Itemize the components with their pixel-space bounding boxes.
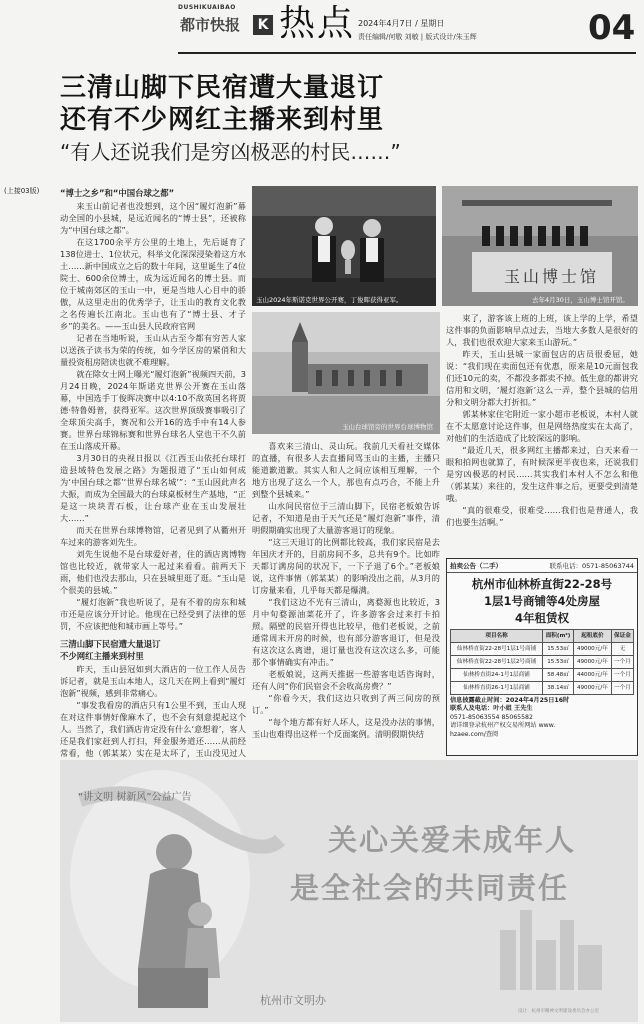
article-paragraph: 在这1700余平方公里的土地上，先后诞育了138位进士、1位状元，科举文化深深浸染着这方水土……新中国成立之后的数十年间，这里诞生了4位院士、600余位博士，成为远近闻名的博士县。而位于城南郊区的玉山一中，更是当地人心目中的骄傲，从这里走出的优秀学子，让玉山的教育文化教之名传遍长江南北。玉山也有了“博士县、才子乡”的美名。——玉山县人民政府官网 [60, 237, 246, 331]
table-cell: 44000元/年 [573, 669, 611, 682]
ad-notice: 请详细登录杭州产权交易所网站 www. [450, 722, 556, 730]
table-cell: 15.53㎡ [543, 656, 574, 669]
table-header-cell: 项目名称 [451, 630, 543, 643]
table-cell: 38.14㎡ [543, 682, 574, 695]
article-column-2 [252, 440, 440, 740]
article-paragraph: “履灯泡新”我也听说了，是有不着的房东和城市还是应该分开讨论。他现在已经受到了法律的惩罚，不应该把他和城市画上等号。” [60, 597, 246, 631]
ad-contact-name: 联系人及电话：叶小姐 王先生 [450, 705, 533, 713]
column-2-paragraphs [252, 440, 440, 740]
article-paragraph: 3月30日的央视日报以《江西玉山依托台球打造县域特色发展之路》为题报道了“玉山如何成为‘中国台球之都’‘世界台球名城’”：“玉山因此声名大振，而成为全国最大的台球桌板材生产基地，“正是这一块块青石板，让台球产业在玉山发展壮大……” [60, 453, 246, 523]
table-row [451, 669, 634, 682]
ad-website-link[interactable]: hzaee.com/查阅 [450, 730, 499, 738]
article-column-1 [60, 184, 246, 783]
article-paragraph: 就在除女士网上曝光“履灯泡新”视频四天前，3月24日晚，2024年斯诺克世界公开赛在玉山落幕，中国选手丁俊晖决赛中以4:10不敌英国名将贾德·特鲁姆普，获得亚军。这次世界顶级赛事吸引了全球顶尖高手，赛况和公开16的选手中有14人参赛。世界台球锦标赛和世界台球名人堂也干不久前在玉山落成开幕。 [60, 369, 246, 451]
banner-slogan-2: 是全社会的共同责任 [290, 871, 570, 905]
section-title: 热点 [279, 3, 356, 44]
article-paragraph: “我们这边不光有三清山，离婺源也比较近，3月中旬婺源油菜花开了，许多游客会过来打卡拍照。隔壁的民宿开得也比较早，他们老板说，之前通常周末开房的时候，也有部分游客退订，但是没有这次这么离谱，退订量也没有这次这么多，可能那个事情确实有冲击。” [252, 597, 440, 667]
subheading-blogger-county: “博士之乡”和“中国台球之都” [60, 188, 175, 198]
table-header-cell: 面积(m²) [543, 630, 574, 643]
table-cell: 仙林桥直街22-28号1层2号商铺 [451, 656, 543, 669]
table-row [451, 643, 634, 656]
museum-sign: 玉山博士馆 [504, 267, 600, 286]
ad-contact-phone: 联系电话：0571-85063744 [549, 562, 634, 570]
table-cell: 58.48㎡ [543, 669, 574, 682]
ad-title-2: 1层1号商铺等4处房屋 [483, 594, 600, 608]
page-number: 04 [588, 8, 636, 48]
banner-slogan-1: 关心关爱未成年人 [328, 823, 577, 857]
banner-label: “讲文明 树新风”公益广告 [78, 792, 192, 803]
headline-line-1: 三清山脚下民宿遭大量退订 [60, 73, 385, 103]
article-paragraph: “每个地方都有好人坏人，这是没办法的事情，玉山也难得出这样一个反面案例。清明假期快结 [252, 717, 440, 739]
doctor-museum-caption: 去年4月30日，玉山博士馆开馆。 [532, 296, 629, 304]
column-1-paragraphs [60, 200, 246, 632]
brand-logo-icon: K [253, 15, 273, 35]
headline [60, 72, 600, 166]
continued-label: (上接03版) [4, 187, 40, 195]
article-paragraph: 山水间民宿位于三清山脚下，民宿老板娘告诉记者，不知道是由于天气还是“履灯泡新”事件，清明假期确实出现了大量游客退订的现象。 [252, 501, 440, 535]
table-cell: 15.53㎡ [543, 643, 574, 656]
article-paragraph: 来玉山前记者也没想到，这个因“履灯泡新”幕动全国的小县城，是远近闻名的“博士县”，还被称为“中国台球之都”。 [60, 201, 246, 235]
article-paragraph: 而天在世界台球博物馆，记者见到了从衢州开车过来的游客刘先生。 [60, 525, 246, 547]
table-cell: 一个月 [611, 669, 633, 682]
table-cell: 仙林桥直街24-1号1层商铺 [451, 669, 543, 682]
table-cell: 无 [611, 643, 633, 656]
article-column-3 [446, 312, 638, 528]
article-paragraph: 昨天，玉山县冠如到大酒店的一位工作人员告诉记者，就是玉山本地人，这几天在网上看到“履灯泡新”视频，感到非常痛心。 [60, 664, 246, 698]
snooker-photo-illustration [252, 186, 436, 306]
article-paragraph: 郭某林家住宅附近一家小超市老板说，本村人就在不太愿意讨论这件事，但是网络热度实在太高了，对他们的生活造成了比较深远的影响。 [446, 409, 638, 443]
billiards-museum-illustration [252, 312, 440, 434]
brand-name: 都市快报 [180, 16, 241, 34]
column-3-paragraphs [446, 312, 638, 528]
article-paragraph: 记者在当地听说，玉山从古至今都有穷苦人家以送孩子读书为荣的传统，如今学区房的紧俏和大量投资租房陪读也就不难理解。 [60, 333, 246, 367]
masthead-rule [178, 52, 636, 54]
table-cell: 49000元/年 [573, 656, 611, 669]
ad-deadline: 信息披露截止时间：2024年4月25日16时 [450, 697, 570, 704]
rental-table [450, 629, 634, 695]
article-paragraph: 喜欢来三清山、灵山玩。我前几天看社交媒体的直播，有很多人去直播间骂玉山的主播，主播只能道歉道歉。其实人和人之间应该相互理解，一个地方出现了这么一个人，那也有点巧合，不能上升到整个县城来。” [252, 441, 440, 499]
headline-line-2: 还有不少网红主播来到村里 [60, 105, 385, 135]
doctor-museum-illustration [442, 186, 638, 306]
table-row [451, 682, 634, 695]
table-header-cell: 保证金 [611, 630, 633, 643]
issue-date: 2024年4月7日 / 星期日 [358, 19, 445, 28]
headline-subtitle: “有人还说我们是穷凶极恶的村民……” [60, 140, 401, 164]
masthead [0, 0, 644, 62]
subheading-homestay [60, 638, 246, 662]
brand-pinyin: DUSHIKUAIBAO [178, 4, 236, 11]
table-cell: 一个月 [611, 656, 633, 669]
table-cell: 仙林桥直街22-28号1层1号商铺 [451, 643, 543, 656]
auction-ad [446, 558, 638, 756]
article-paragraph: “你看今天，我们这边只收到了两三间房的预订。” [252, 693, 440, 715]
article-paragraph: “最近几天，很多网红主播都来过，白天来看一眼和拍网也就算了，有时候深更半夜也来，还说我们是穷凶极恶的村民……其实我们本村人不怎么和他（郭某某）来往的，发生这件事之后，更要受到清楚哦。 [446, 445, 638, 503]
article-paragraph: 昨天，玉山县城一家面包店的店员很委屈，她说：“我们现在卖面包还有优惠，原来是10元面包我们还10元的卖，不都没多都卖不掉。低生意的都讲究信用和文明，‘履灯泡新’这么一弄，整个县城的信用分和文明分都大打折扣。” [446, 349, 638, 407]
snooker-photo [252, 186, 436, 306]
article-paragraph: 刘先生说他不是台球爱好者，住的酒店离博物馆也比较近，就带家人一起过来看看。前两天下雨，他们也没去那山，只在县城里逛了逛。“玉山是个很美的县城。” [60, 549, 246, 595]
ad-title-1: 杭州市仙林桥直街22-28号 [471, 577, 613, 591]
article-paragraph: “这三天退订的比例都比较高，我们家民宿是去年国庆才开的，目前房间不多，总共有9个。比如昨天都订满房间的状况下，一下子退了6个。”老板娘说，这件事情（郭某某）的影响没出之前，从3月的订房量来看，几乎每天都是爆满。 [252, 537, 440, 595]
article-paragraph: “事发我看房的酒店只有1公里不到，玉山人现在对这件事情好像麻木了，也不会有刻意提起这个人。当然了，我们酒店肯定没有什么‘意想着’，客人还是我们家赶到人打扫，拜金服务道还……从前经常看，他（郭某某）实在是太坏了，玉山没见过人 [60, 700, 246, 758]
editor-credit: 责任编辑/何敬 刘敏 | 版式设计/朱玉辉 [358, 33, 477, 41]
table-cell: 49000元/年 [573, 643, 611, 656]
article-paragraph: 老板娘说，这两天推据一些游客电话咨询时，还有人问“你们民宿会不会收高房费？” [252, 669, 440, 691]
billiards-museum-caption: 玉山台球馆旁的世界台球博物馆 [342, 423, 433, 431]
parent-child-figure-icon [108, 818, 238, 1018]
ad-phones: 0571-85063554 85065582 [450, 713, 533, 721]
table-cell: 49000元/年 [573, 682, 611, 695]
public-service-banner [60, 760, 638, 1022]
banner-org: 杭州市文明办 [260, 994, 326, 1007]
ad-type-label: 拍卖公告（二手） [450, 562, 502, 570]
banner-credit: 设计：杭州市精神文明建设委员会办公室 [518, 1009, 599, 1014]
doctor-museum-photo [442, 186, 638, 306]
ad-title-3: 4年租赁权 [514, 611, 569, 625]
billiards-museum-photo [252, 312, 440, 434]
table-cell: 一个月 [611, 682, 633, 695]
article-paragraph: 束了，游客该上班的上班，该上学的上学，希望这件事的负面影响早点过去，当地大多数人是很好的人，我们也很欢迎大家来玉山游玩。” [446, 313, 638, 347]
article-paragraph: “真的很难受，很难受……我们也是普通人，我们也要生活啊。” [446, 505, 638, 527]
snooker-photo-caption: 玉山2024年斯诺克世界公开赛，丁俊晖获得亚军。 [256, 296, 403, 304]
subheading-homestay-text: 三清山脚下民宿遭大量退订 不少网红主播来到村里 [60, 639, 161, 661]
table-row [451, 656, 634, 669]
table-header-cell: 起租底价 [573, 630, 611, 643]
table-cell: 仙林桥直街26-1号1层商铺 [451, 682, 543, 695]
